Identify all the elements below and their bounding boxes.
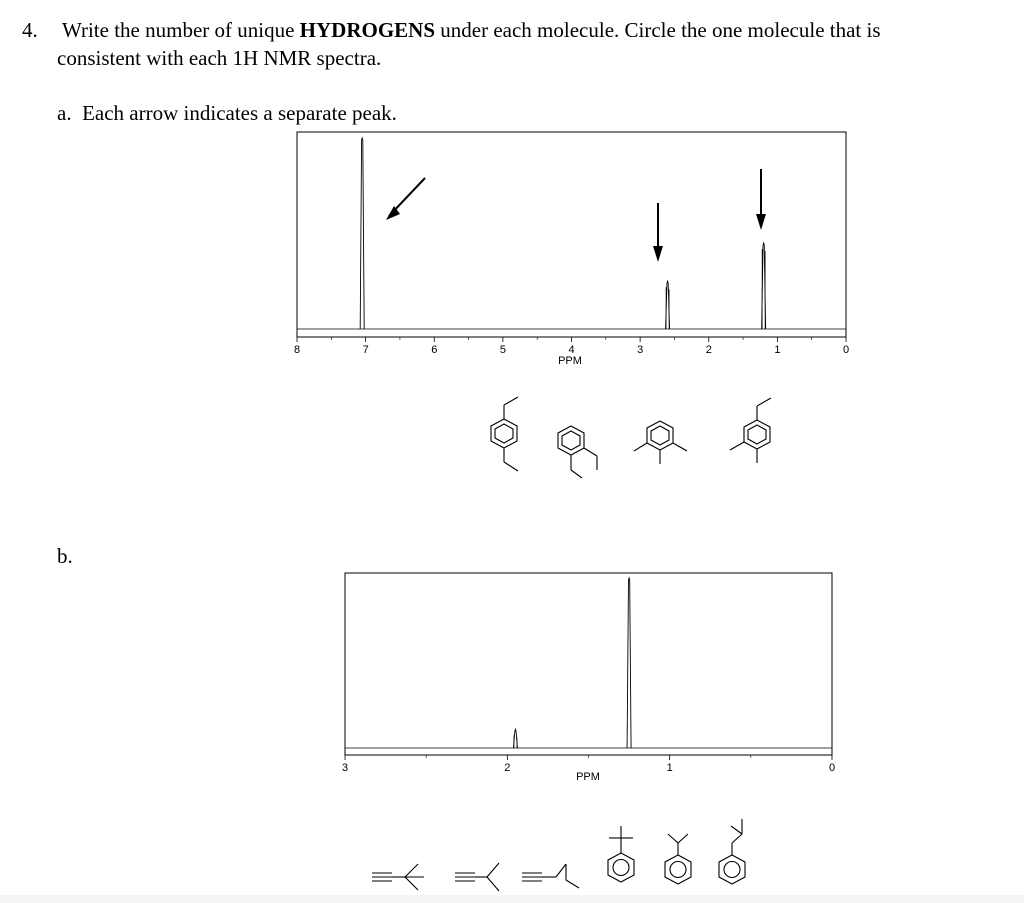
- spectrum-a-axis-label: PPM: [558, 355, 582, 367]
- axis-tick-label: 1: [666, 762, 673, 774]
- molecule-b1-alkyne: [372, 864, 424, 890]
- question-number: 4.: [22, 18, 38, 42]
- spectrum-a-peaks: [360, 138, 765, 329]
- axis-tick-label: 8: [293, 344, 301, 356]
- axis-tick-label: 6: [431, 344, 438, 356]
- question-text-line2: consistent with each 1H NMR spectra.: [57, 46, 382, 70]
- axis-tick-label: 2: [705, 344, 712, 356]
- question-emphasis: HYDROGENS: [299, 18, 436, 42]
- axis-tick-label: 0: [842, 344, 850, 356]
- axis-tick-label: 2: [504, 762, 511, 774]
- molecule-a2-ortho-diethylbenzene: [558, 426, 597, 478]
- spectrum-b-axis-label: PPM: [576, 771, 600, 783]
- molecule-b6-isobutylbenzene: [719, 819, 745, 884]
- page-bottom-edge: [0, 895, 1024, 903]
- spectrum-a-axis: [294, 337, 849, 356]
- axis-tick-label: 4: [568, 344, 575, 356]
- question-text-line1: Write the number of unique HYDROGENS under each molecule. Circle the one molecule that is: [62, 18, 881, 42]
- arrow-peak-aromatic-head: [386, 206, 400, 220]
- part-a-heading: a. Each arrow indicates a separate peak.: [57, 101, 397, 125]
- molecule-b2-alkyne: [455, 863, 499, 891]
- axis-tick-label: 1: [774, 344, 781, 356]
- axis-tick-label: 7: [362, 344, 369, 356]
- arrow-peak-ch3-head: [756, 214, 766, 230]
- nmr-spectrum-b: [342, 573, 835, 783]
- molecule-b5-isopropylbenzene: [665, 834, 691, 884]
- molecule-b4-tert-butylbenzene: [608, 826, 634, 882]
- axis-tick-label: 0: [828, 762, 836, 774]
- nmr-spectrum-a: [294, 132, 849, 367]
- axis-tick-label: 3: [341, 762, 349, 774]
- molecule-a1-para-diethylbenzene: [491, 397, 518, 471]
- part-b-heading: b.: [57, 544, 73, 568]
- arrow-peak-ch2-head: [653, 246, 663, 262]
- spectrum-peak: [360, 138, 364, 329]
- spectrum-b-frame: [345, 573, 832, 755]
- molecule-a3-substituted-benzene: [634, 421, 687, 464]
- spectrum-a-frame: [297, 132, 846, 337]
- axis-tick-label: 5: [499, 344, 506, 356]
- axis-tick-label: 3: [637, 344, 644, 356]
- spectrum-b-peaks: [513, 578, 631, 748]
- spectrum-peak: [627, 578, 631, 748]
- molecule-a4-substituted-benzene: [730, 398, 771, 463]
- molecule-b3-alkyne: [522, 864, 579, 888]
